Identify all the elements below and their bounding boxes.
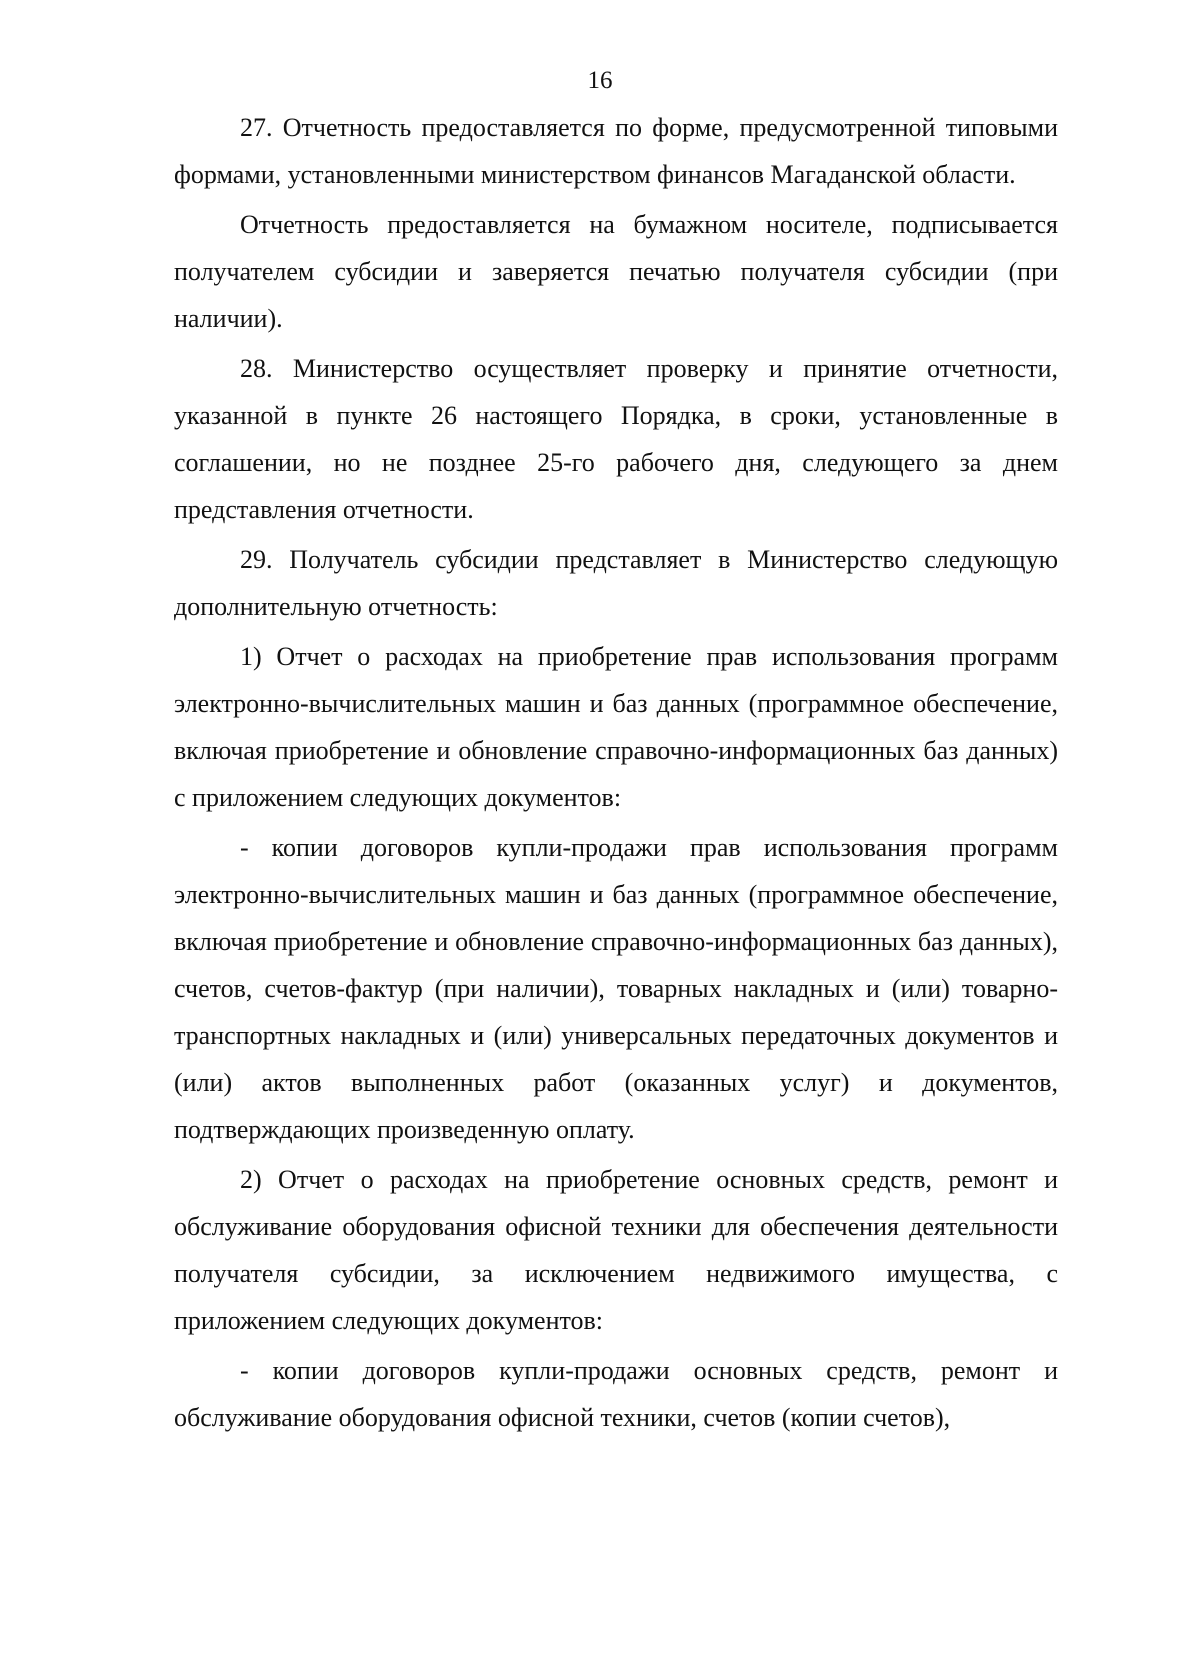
paragraph-27: 27. Отчетность предоставляется по форме, предусмотренной типовыми формами, установленными министерством финансов Магаданской области. (174, 113, 1058, 189)
paragraph-29: 29. Получатель субсидии представляет в Министерство следующую дополнительную отчетность: (174, 545, 1058, 621)
list-subitem-2-documents: - копии договоров купли-продажи основных средств, ремонт и обслуживание оборудования офисной техники, счетов (копии счетов), (174, 1356, 1058, 1432)
list-item-2: 2) Отчет о расходах на приобретение основных средств, ремонт и обслуживание оборудования офисной техники для обеспечения деятельности получателя субсидии, за исключением недвижимого имущества, с приложением следующих документов: (174, 1165, 1058, 1335)
page-number: 16 (587, 67, 613, 94)
paragraph-28: 28. Министерство осуществляет проверку и принятие отчетности, указанной в пункте 26 настоящего Порядка, в сроки, установленные в соглашении, но не позднее 25-го рабочего дня, следующего за днем представления отчетности. (174, 354, 1058, 524)
document-body (174, 104, 1058, 1441)
list-subitem-1-documents: - копии договоров купли-продажи прав использования программ электронно-вычислительных машин и баз данных (программное обеспечение, включая приобретение и обновление справочно-информационных баз данных), счетов, счетов-фактур (при наличии), товарных накладных и (или) товарно-транспортных накладных и (или) универсальных передаточных документов и (или) актов выполненных работ (оказанных услуг) и документов, подтверждающих произведенную оплату. (174, 833, 1058, 1144)
list-item-1: 1) Отчет о расходах на приобретение прав использования программ электронно-вычислительных машин и баз данных (программное обеспечение, включая приобретение и обновление справочно-информационных баз данных) с приложением следующих документов: (174, 642, 1058, 812)
paragraph-reporting-format: Отчетность предоставляется на бумажном носителе, подписывается получателем субсидии и заверяется печатью получателя субсидии (при наличии). (174, 210, 1058, 333)
